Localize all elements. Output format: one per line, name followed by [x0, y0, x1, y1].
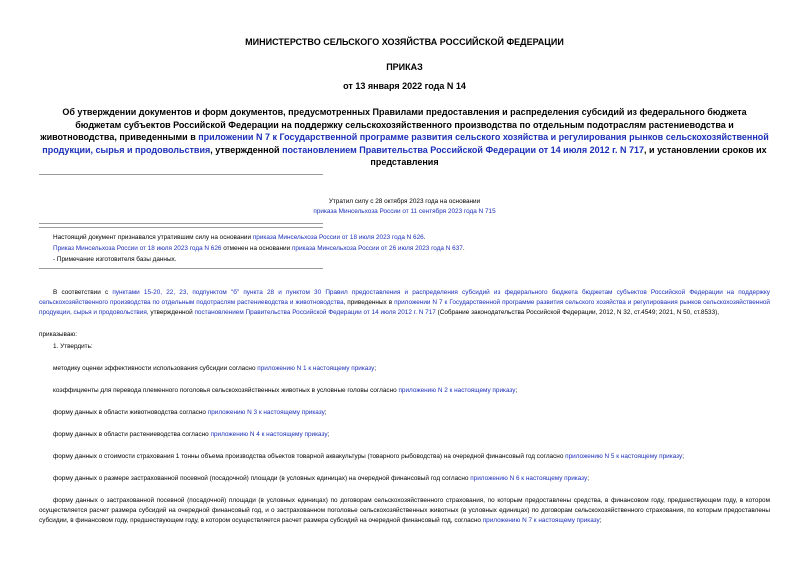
editorial-notes	[39, 232, 770, 265]
note-2-text: отменен на основании	[221, 244, 292, 252]
preamble-link-rules[interactable]: пунктами 15-20, 22, 23, подпунктом "б" пункта 28 и пунктом 30 Правил предоставления и распределения субсидий из федерального бюджета бюджетам субъектов Российской Федерации на поддержку сельскохозяйственного производства по отдельным подотраслям растениеводства и животноводства	[39, 288, 770, 306]
status-block	[39, 197, 770, 217]
list-item	[39, 474, 770, 484]
heading-link-appendix-7[interactable]: приложении N 7 к Государственной программе развития сельского хозяйства и регулирования рынков сельскохозяйственной продукции, сырья и продовольствия	[42, 132, 769, 155]
item-text: форму данных о застрахованной посевной (посадочной) площади (в условных единицах) по договорам сельскохозяйственного страхования, по которым предоставлены средства, в финансовом году, предшествующем году, в котором осуществляется расчет размера субсидий на очередной финансовый год, и о застрахованном поголовье сельскохозяйственных животных (в условных единицах) по договорам сельскохозяйственного страхования, по которым предоставлены субсидии, в финансовом году, предшествующем году, в котором осуществляется расчет размера субсидий на очередной финансовый год, согласно	[39, 496, 770, 524]
item-end: ;	[324, 408, 327, 416]
preamble-link-resolution-717[interactable]: постановлением Правительства Российской Федерации от 14 июля 2012 г. N 717	[194, 308, 436, 316]
item-link-appendix-2[interactable]: приложению N 2 к настоящему приказу	[398, 386, 516, 394]
preamble-link-appendix-7[interactable]: приложении N 7 к Государственной программе развития сельского хозяйства и регулирования рынков сельскохозяйственной продукции, сырья и продовольствия,	[39, 298, 770, 316]
heading-link-resolution-717[interactable]: постановлением Правительства Российской Федерации от 14 июля 2012 г. N 717	[282, 144, 645, 155]
item-end: ;	[374, 364, 377, 372]
list-item	[39, 430, 770, 440]
preamble-text-4: (Собрание законодательства Российской Федерации, 2012, N 32, ст.4549; 2021, N 50, ст.8533),	[435, 308, 720, 316]
divider	[39, 174, 323, 175]
item-end: ;	[327, 430, 330, 438]
preamble-text-2: , приведенных в	[343, 298, 395, 306]
status-link-order-715[interactable]: приказа Минсельхоза России от 11 сентября 2023 года N 715	[313, 207, 496, 215]
item-end: ;	[682, 452, 684, 460]
item-end: ;	[515, 386, 518, 394]
document-body	[39, 288, 770, 526]
note-link-order-626[interactable]: приказа Минсельхоза России от 18 июля 2023 года N 626	[252, 233, 424, 241]
note-1	[53, 232, 770, 243]
note-2-end: .	[462, 244, 465, 252]
list-item	[39, 496, 770, 526]
note-link-order-637[interactable]: приказа Минсельхоза России от 26 июля 2023 года N 637	[291, 244, 463, 252]
list-item	[39, 408, 770, 418]
item-text: коэффициенты для перевода племенного поголовья сельскохозяйственных животных в условные головы согласно	[53, 386, 399, 394]
approve-line: 1. Утвердить:	[53, 342, 93, 350]
note-link-order-626-cancelled[interactable]: Приказ Минсельхоза России от 18 июля 2023 года N 626	[53, 244, 222, 252]
item-text: форму данных в области животноводства согласно	[53, 408, 208, 416]
item-link-appendix-5[interactable]: приложению N 5 к настоящему приказу	[565, 452, 683, 460]
document-heading	[39, 106, 770, 169]
document-date-number: от 13 января 2022 года N 14	[343, 81, 466, 91]
note-1-text: Настоящий документ признавался утратившим силу на основании	[53, 233, 253, 241]
ministry-title: МИНИСТЕРСТВО СЕЛЬСКОГО ХОЗЯЙСТВА РОССИЙСКОЙ ФЕДЕРАЦИИ	[245, 37, 564, 47]
preamble-text-1: В соответствии с	[53, 288, 113, 296]
item-link-appendix-1[interactable]: приложению N 1 к настоящему приказу	[257, 364, 375, 372]
orders-line: приказываю:	[39, 330, 77, 338]
divider	[39, 268, 323, 269]
item-link-appendix-4[interactable]: приложению N 4 к настоящему приказу	[210, 430, 328, 438]
document-type: ПРИКАЗ	[386, 62, 423, 72]
list-item	[39, 386, 770, 396]
heading-text-3: , и установлении сроков их представления	[370, 144, 767, 167]
item-text: форму данных о стоимости страхования 1 тонны объема производства объектов товарной аквакультуры (товарного рыбоводства) на очередной финансовый год согласно	[53, 452, 566, 460]
item-link-appendix-7[interactable]: приложению N 7 к настоящему приказу	[482, 516, 600, 524]
divider	[39, 223, 323, 224]
item-end: ;	[599, 516, 602, 524]
list-item	[39, 452, 770, 462]
item-text: форму данных о размере застрахованной посевной (посадочной) площади (в условных единицах) на очередной финансовый год согласно	[53, 474, 471, 482]
heading-text-2: , утвержденной	[210, 144, 283, 155]
item-link-appendix-6[interactable]: приложению N 6 к настоящему приказу	[470, 474, 588, 482]
item-text: форму данных в области растениеводства согласно	[53, 430, 211, 438]
note-3: - Примечание изготовителя базы данных.	[53, 255, 177, 263]
note-1-end: .	[423, 233, 426, 241]
item-text: методику оценки эффективности использования субсидии согласно	[53, 364, 258, 372]
preamble-text-3: утвержденной	[148, 308, 195, 316]
item-link-appendix-3[interactable]: приложению N 3 к настоящему приказу	[207, 408, 325, 416]
preamble-paragraph	[39, 288, 770, 318]
status-text: Утратил силу с 28 октября 2023 года на основании	[328, 197, 481, 205]
item-end: ;	[587, 474, 590, 482]
list-item	[39, 364, 770, 374]
note-2	[53, 243, 770, 254]
heading-text-1: Об утверждении документов и форм документов, предусмотренных Правилами предоставления и распределения субсидий из федерального бюджета бюджетам субъектов Российской Федерации на поддержку сельскохозяйственного производства по отдельным подотраслям растениеводства и животноводства, приведенными в	[40, 107, 747, 142]
divider	[39, 227, 323, 228]
